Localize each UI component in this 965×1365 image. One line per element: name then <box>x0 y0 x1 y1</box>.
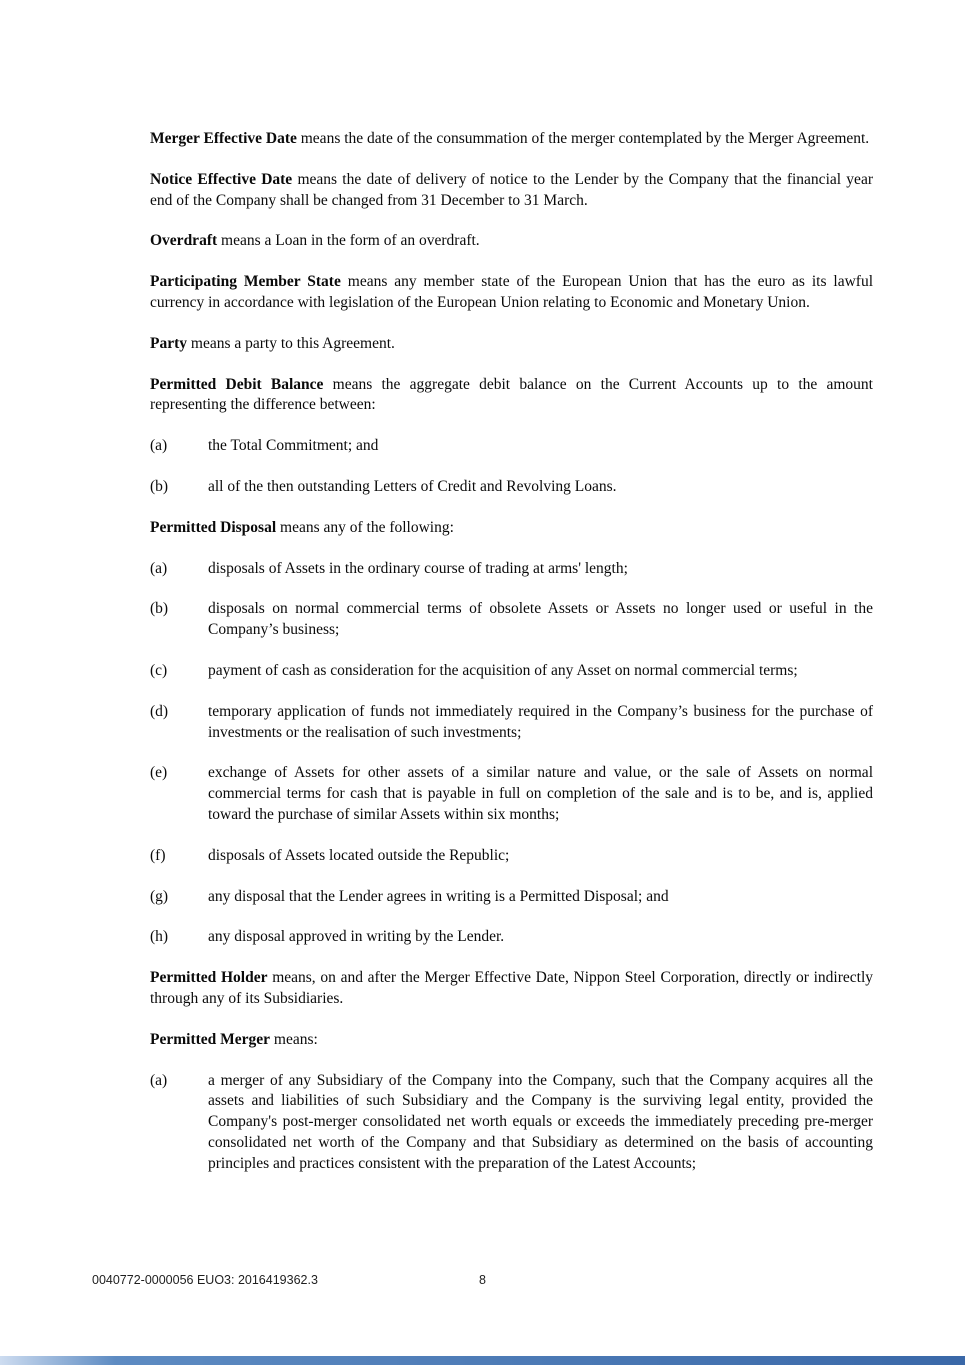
list-item-text: disposals on normal commercial terms of obsolete Assets or Assets no longer used or useful in the Company’s business; <box>208 600 873 639</box>
document-reference: 0040772-0000056 EUO3: 2016419362.3 <box>92 1273 318 1287</box>
definition-notice-effective-date <box>150 170 873 212</box>
list-item-text: payment of cash as consideration for the acquisition of any Asset on normal commercial terms; <box>208 661 798 679</box>
definition-merger-effective-date <box>150 129 873 150</box>
list-item-label: (b) <box>150 600 169 618</box>
list-item <box>150 559 873 580</box>
definition-participating-member-state <box>150 272 873 314</box>
definition-body: means: <box>270 1030 318 1048</box>
definition-body: means a party to this Agreement. <box>187 334 395 352</box>
defined-term: Permitted Holder <box>150 969 268 987</box>
list-item-text: all of the then outstanding Letters of Credit and Revolving Loans. <box>208 477 617 495</box>
list-item <box>150 436 873 457</box>
defined-term: Merger Effective Date <box>150 130 297 147</box>
definition-body: means, on and after the Merger Effective Date, Nippon Steel Corporation, directly or indirectly through any of its Subsidiaries. <box>150 969 873 1007</box>
definition-permitted-disposal <box>150 518 873 539</box>
list-item-text: disposals of Assets located outside the Republic; <box>208 846 510 864</box>
list-item <box>150 1071 873 1175</box>
definition-permitted-debit-balance <box>150 375 873 417</box>
list-item <box>150 702 873 744</box>
list-item <box>150 599 873 641</box>
definition-body: means a Loan in the form of an overdraft. <box>217 232 480 250</box>
list-item-text: any disposal that the Lender agrees in writing is a Permitted Disposal; and <box>208 887 669 905</box>
list-item-label: (c) <box>150 661 168 679</box>
list-item <box>150 887 873 908</box>
list-item-text: temporary application of funds not immediately required in the Company’s business for the purchase of investments or the realisation of such investments; <box>208 702 873 741</box>
list-item-label: (a) <box>150 437 168 455</box>
list-item <box>150 927 873 948</box>
definition-permitted-holder <box>150 968 873 1010</box>
list-item-label: (a) <box>150 559 168 577</box>
definition-body: means the date of the consummation of the merger contemplated by the Merger Agreement. <box>296 130 870 147</box>
definition-body: means the aggregate debit balance on the Current Accounts up to the amount representing the difference between: <box>150 375 873 414</box>
defined-term: Notice Effective Date <box>150 170 293 188</box>
definition-party <box>150 334 873 355</box>
list-item <box>150 763 873 825</box>
window-bottom-border <box>0 1356 965 1365</box>
list-item-label: (g) <box>150 887 169 905</box>
definition-body: means any member state of the European Union that has the euro as its lawful currency in accordance with legislation of the European Union relating to Economic and Monetary Union. <box>150 273 874 311</box>
definition-permitted-merger <box>150 1030 873 1051</box>
list-item-text: disposals of Assets in the ordinary course of trading at arms' length; <box>208 559 628 577</box>
list-item-label: (f) <box>150 846 166 864</box>
list-item <box>150 661 873 682</box>
list-item-label: (h) <box>150 928 169 946</box>
defined-term: Permitted Debit Balance <box>150 375 324 393</box>
list-item-label: (a) <box>150 1071 168 1089</box>
list-item-text: exchange of Assets for other assets of a similar nature and value, or the sale of Assets on normal commercial terms for cash that is payable in full on completion of the sale and is to be, and is, applied toward the purchase of similar Assets within six months; <box>208 764 873 823</box>
list-item-text: a merger of any Subsidiary of the Company into the Company, such that the Company acquires all the assets and liabilities of such Subsidiary and the Company is the surviving legal entity, provided the Company's post-merger consolidated net worth equals or exceeds the immediately preceding pre-merger consolidated net worth of the Company and that Subsidiary as determined on the basis of accounting principles and practices consistent with the preparation of the Latest Accounts; <box>208 1071 873 1172</box>
list-item-text: any disposal approved in writing by the Lender. <box>208 928 505 946</box>
list-item <box>150 846 873 867</box>
list-item <box>150 477 873 498</box>
list-item-label: (e) <box>150 764 168 782</box>
defined-term: Permitted Disposal <box>150 518 277 536</box>
document-content <box>150 129 873 1195</box>
page-footer <box>0 1273 965 1291</box>
defined-term: Permitted Merger <box>150 1030 271 1048</box>
list-item-label: (d) <box>150 702 169 720</box>
definition-overdraft <box>150 231 873 252</box>
defined-term: Overdraft <box>150 232 218 250</box>
page-number: 8 <box>479 1273 486 1287</box>
definition-body: means any of the following: <box>276 518 454 536</box>
defined-term: Party <box>150 334 188 352</box>
list-item-text: the Total Commitment; and <box>208 437 379 455</box>
defined-term: Participating Member State <box>150 273 341 291</box>
list-item-label: (b) <box>150 477 169 495</box>
definition-body: means the date of delivery of notice to the Lender by the Company that the financial year end of the Company shall be changed from 31 December to 31 March. <box>150 170 873 209</box>
